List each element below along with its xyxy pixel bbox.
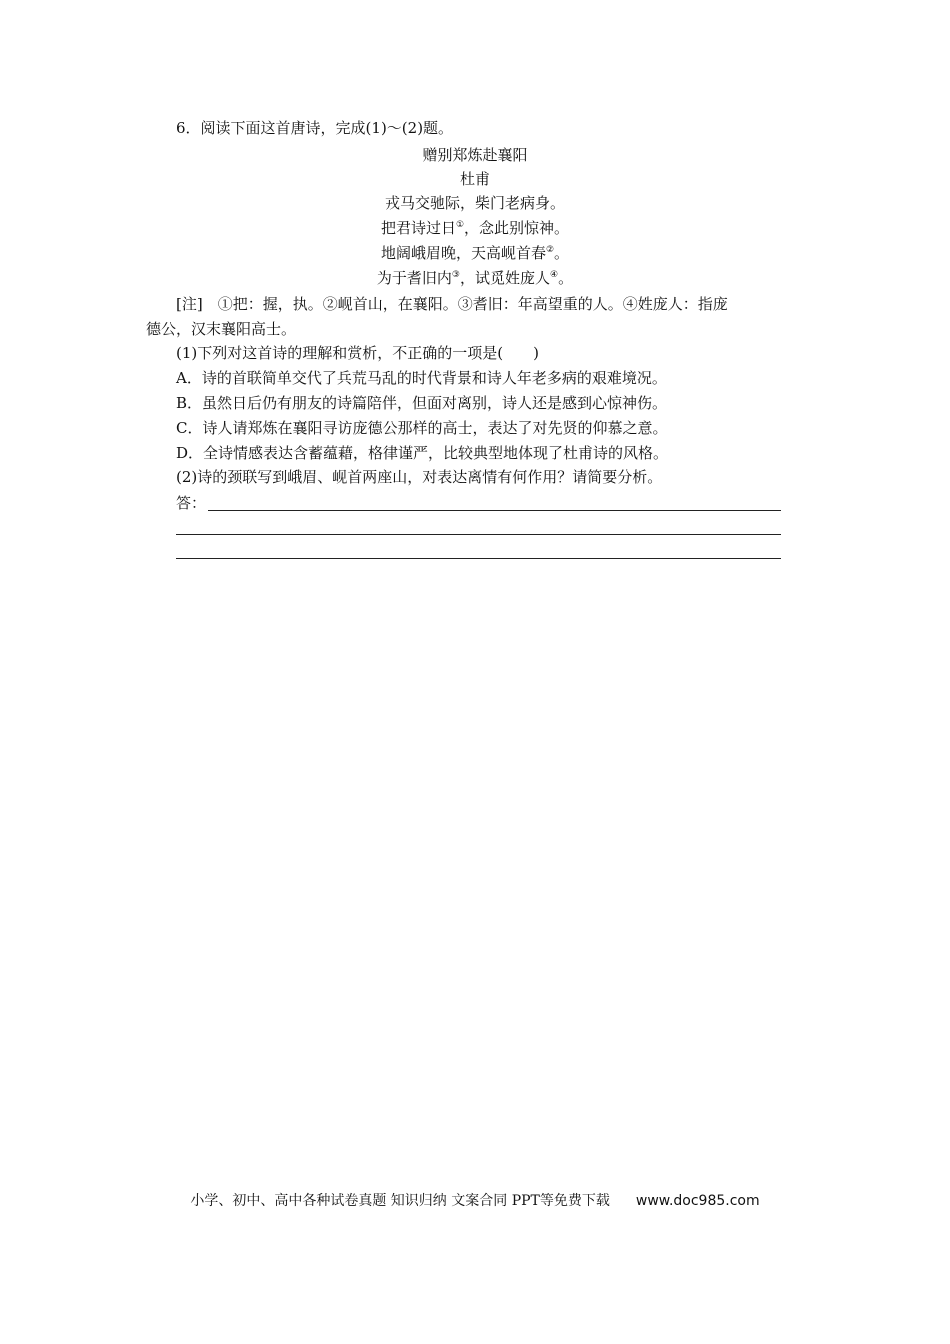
note-marker-3: ③ — [451, 270, 460, 280]
answer-line-2[interactable] — [176, 534, 781, 535]
poem-line-2-part-a: 把君诗过日 — [380, 219, 456, 237]
sub-question-2-stem: (2)诗的颈联写到峨眉、岘首两座山，对表达离情有何作用？请简要分析。 — [176, 468, 663, 486]
footer-url[interactable]: www.doc985.com — [635, 1193, 760, 1209]
poem-line-3 — [0, 243, 950, 263]
poem-line-4-part-b: ，试觅姓庞人 — [459, 269, 550, 287]
footer-text: 小学、初中、高中各种试卷真题 知识归纳 文案合同 PPT等免费下载 — [190, 1193, 610, 1209]
annotation-line-1: [注] ①把：握，执。②岘首山，在襄阳。③耆旧：年高望重的人。④姓庞人：指庞 — [176, 295, 728, 313]
poem-line-4 — [0, 268, 950, 288]
note-marker-1: ① — [455, 220, 465, 230]
answer-label: 答： — [176, 494, 207, 512]
option-c: C．诗人请郑炼在襄阳寻访庞德公那样的高士，表达了对先贤的仰慕之意。 — [176, 419, 668, 437]
poem-line-4-part-c: 。 — [558, 269, 574, 287]
answer-line-1[interactable] — [208, 510, 781, 511]
sub-question-1-stem: (1)下列对这首诗的理解和赏析，不正确的一项是( ) — [176, 344, 539, 362]
annotation-line-2: 德公，汉末襄阳高士。 — [146, 320, 297, 338]
option-a: A．诗的首联简单交代了兵荒马乱的时代背景和诗人年老多病的艰难境况。 — [176, 369, 667, 387]
poem-title: 赠别郑炼赴襄阳 — [422, 146, 528, 164]
poem-line-3-part-b: 。 — [554, 244, 570, 262]
poem-line-4-part-a: 为于耆旧内 — [376, 269, 452, 287]
page-footer — [0, 1192, 950, 1210]
note-marker-2: ② — [545, 245, 555, 255]
option-d: D．全诗情感表达含蓄蕴藉，格律谨严，比较典型地体现了杜甫诗的风格。 — [176, 444, 669, 462]
poem-line-1: 戎马交驰际，柴门老病身。 — [384, 194, 565, 212]
note-marker-4: ④ — [550, 270, 559, 280]
poem-line-2 — [0, 218, 950, 238]
poem-line-2-part-b: ，念此别惊神。 — [464, 219, 570, 237]
answer-line-3[interactable] — [176, 558, 781, 559]
poem-line-3-part-a: 地阔峨眉晚，天高岘首春 — [380, 244, 546, 262]
question-intro: 6．阅读下面这首唐诗，完成(1)～(2)题。 — [176, 119, 454, 137]
poem-author: 杜甫 — [459, 170, 490, 188]
option-b: B．虽然日后仍有朋友的诗篇陪伴，但面对离别，诗人还是感到心惊神伤。 — [176, 394, 668, 412]
